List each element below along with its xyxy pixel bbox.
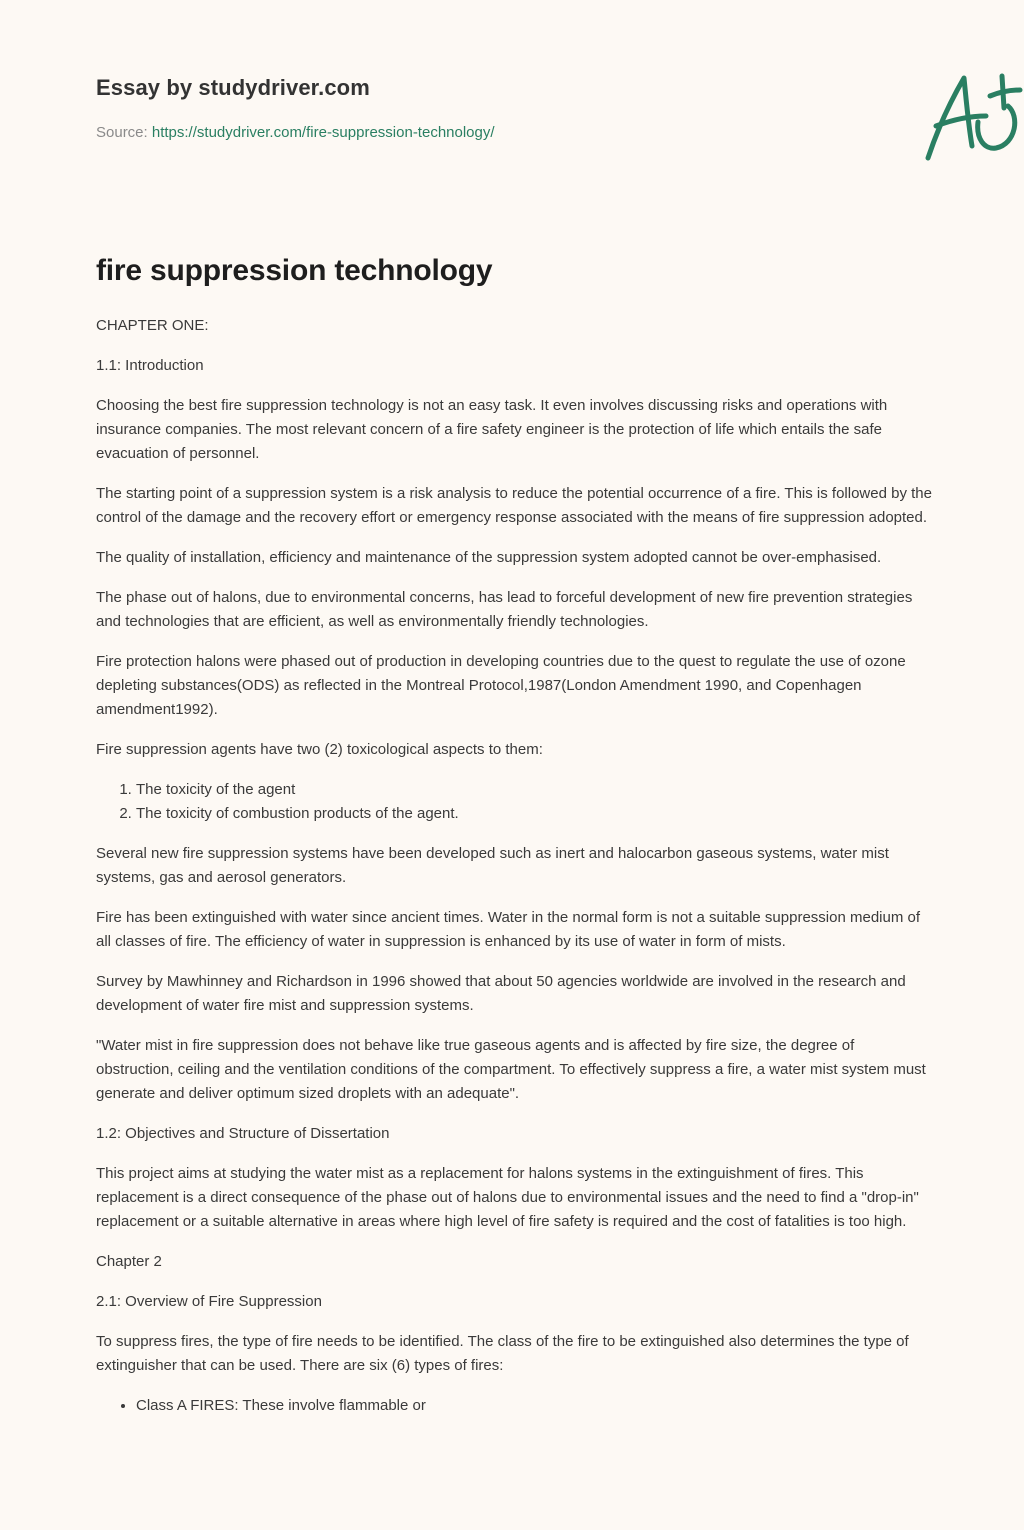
a-plus-logo-icon <box>916 66 1024 166</box>
source-link[interactable]: https://studydriver.com/fire-suppression-technology/ <box>151 124 495 141</box>
toxicology-list <box>96 778 932 826</box>
section-heading: 1.2: Objectives and Structure of Dissertation <box>96 1125 390 1142</box>
paragraph: Fire suppression agents have two (2) toxicological aspects to them: <box>96 741 543 758</box>
section-heading: 2.1: Overview of Fire Suppression <box>96 1293 322 1310</box>
paragraph: Survey by Mawhinney and Richardson in 1996 showed that about 50 agencies worldwide are involved in the research and development of water fire mist and suppression systems. <box>96 973 906 1014</box>
chapter-heading: Chapter 2 <box>96 1253 162 1270</box>
list-item: 1. The toxicity of the agent <box>136 778 932 802</box>
paragraph: Choosing the best fire suppression technology is not an easy task. It even involves discussing risks and operations with insurance companies. The most relevant concern of a fire safety engineer is the protection of life which entails the safe evacuation of personnel. <box>96 397 888 462</box>
source-line <box>96 124 495 141</box>
section-heading: 1.1: Introduction <box>96 357 204 374</box>
paragraph: The quality of installation, efficiency and maintenance of the suppression system adopted cannot be over-emphasised. <box>96 549 882 566</box>
paragraph: Fire protection halons were phased out of production in developing countries due to the quest to regulate the use of ozone depleting substances(ODS) as reflected in the Montreal Protocol,1987(London Amendment 1990, and Copenhagen amendment1992). <box>96 653 906 718</box>
list-item: 2. The toxicity of combustion products of the agent. <box>136 802 932 826</box>
fire-classes-list <box>96 1394 932 1418</box>
paragraph: To suppress fires, the type of fire needs to be identified. The class of the fire to be extinguished also determines the type of extinguisher that can be used. There are six (6) types of fires: <box>96 1333 909 1374</box>
source-label: Source: <box>96 124 152 141</box>
chapter-heading: CHAPTER ONE: <box>96 317 209 334</box>
paragraph: Several new fire suppression systems have been developed such as inert and halocarbon gaseous systems, water mist systems, gas and aerosol generators. <box>96 845 889 886</box>
paragraph: The starting point of a suppression system is a risk analysis to reduce the potential occurrence of a fire. This is followed by the control of the damage and the recovery effort or emergency response associated with the means of fire suppression adopted. <box>96 485 932 526</box>
document-title: fire suppression technology <box>96 254 493 287</box>
brand-title: Essay by studydriver.com <box>96 75 370 100</box>
paragraph: Fire has been extinguished with water since ancient times. Water in the normal form is not a suitable suppression medium of all classes of fire. The efficiency of water in suppression is enhanced by its use of water in form of mists. <box>96 909 921 950</box>
paragraph: This project aims at studying the water mist as a replacement for halons systems in the extinguishment of fires. This replacement is a direct consequence of the phase out of halons due to environmental issues and the need to find a "drop-in" replacement or a suitable alternative in areas where high level of fire safety is required and the cost of fatalities is too high. <box>96 1165 919 1230</box>
list-item: • Class A FIRES: These involve flammable or <box>136 1394 932 1418</box>
document-body <box>96 314 932 1434</box>
paragraph: The phase out of halons, due to environmental concerns, has lead to forceful development of new fire prevention strategies and technologies that are efficient, as well as environmentally friendly technologies. <box>96 589 913 630</box>
quote-paragraph: "Water mist in fire suppression does not behave like true gaseous agents and is affected by fire size, the degree of obstruction, ceiling and the ventilation conditions of the compartment. To effectively suppress a fire, a water mist system must generate and deliver optimum sized droplets with an adequate". <box>96 1037 926 1102</box>
